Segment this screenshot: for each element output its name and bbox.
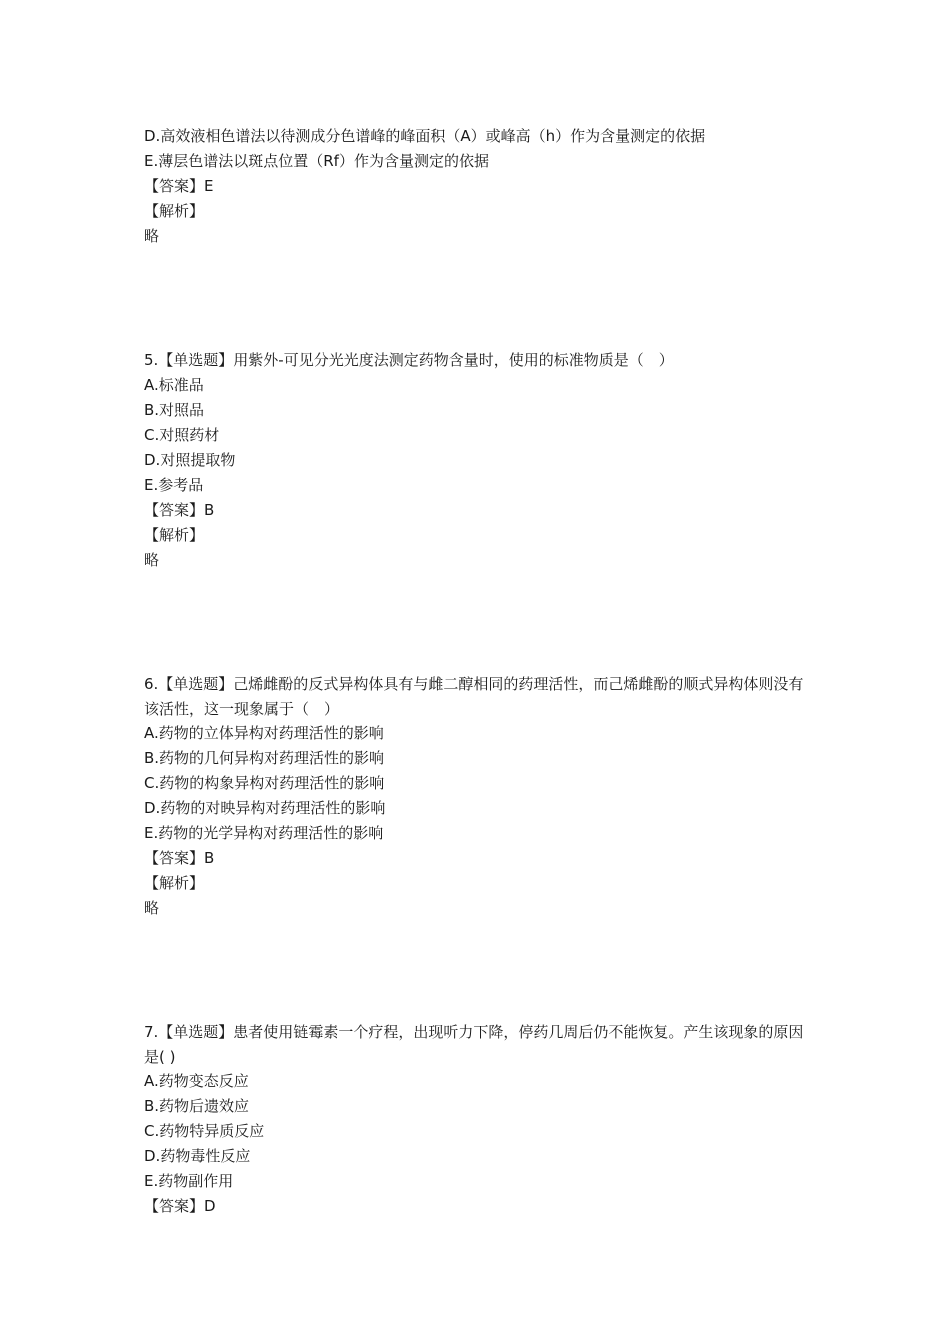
analysis-label: 【解析】 (144, 202, 205, 220)
answer: 【答案】E (144, 177, 214, 195)
option-d: D.高效液相色谱法以待测成分色谱峰的峰面积（A）或峰高（h）作为含量测定的依据 (144, 127, 706, 145)
document-page (144, 124, 814, 1219)
option-d: D.对照提取物 (144, 451, 236, 469)
analysis-text: 略 (144, 551, 160, 569)
analysis-label: 【解析】 (144, 874, 205, 892)
spacer (144, 921, 814, 1020)
option-c: C.药物特异质反应 (144, 1122, 265, 1140)
option-c: C.药物的构象异构对药理活性的影响 (144, 774, 385, 792)
question-stem: 6.【单选题】己烯雌酚的反式异构体具有与雌二醇相同的药理活性，而己烯雌酚的顺式异构体则没有该活性，这一现象属于（ ） (144, 675, 804, 718)
option-d: D.药物毒性反应 (144, 1147, 251, 1165)
analysis-text: 略 (144, 899, 160, 917)
question-5 (144, 348, 814, 573)
analysis-text: 略 (144, 227, 160, 245)
spacer (144, 249, 814, 348)
option-d: D.药物的对映异构对药理活性的影响 (144, 799, 386, 817)
option-c: C.对照药材 (144, 426, 220, 444)
option-a: A.药物变态反应 (144, 1072, 249, 1090)
option-e: E.薄层色谱法以斑点位置（Rf）作为含量测定的依据 (144, 152, 489, 170)
analysis-label: 【解析】 (144, 526, 205, 544)
question-4-tail (144, 124, 814, 249)
option-b: B.药物后遗效应 (144, 1097, 250, 1115)
option-b: B.药物的几何异构对药理活性的影响 (144, 749, 385, 767)
option-e: E.参考品 (144, 476, 204, 494)
spacer (144, 573, 814, 672)
question-stem: 5.【单选题】用紫外-可见分光光度法测定药物含量时，使用的标准物质是（ ） (144, 351, 674, 369)
answer: 【答案】B (144, 849, 215, 867)
question-7 (144, 1020, 814, 1219)
answer: 【答案】B (144, 501, 215, 519)
option-a: A.药物的立体异构对药理活性的影响 (144, 724, 384, 742)
question-6 (144, 672, 814, 921)
option-e: E.药物副作用 (144, 1172, 234, 1190)
option-a: A.标准品 (144, 376, 204, 394)
option-e: E.药物的光学异构对药理活性的影响 (144, 824, 384, 842)
question-stem: 7.【单选题】患者使用链霉素一个疗程，出现听力下降，停药几周后仍不能恢复。产生该现象的原因是( ) (144, 1023, 804, 1066)
answer: 【答案】D (144, 1197, 216, 1215)
option-b: B.对照品 (144, 401, 205, 419)
